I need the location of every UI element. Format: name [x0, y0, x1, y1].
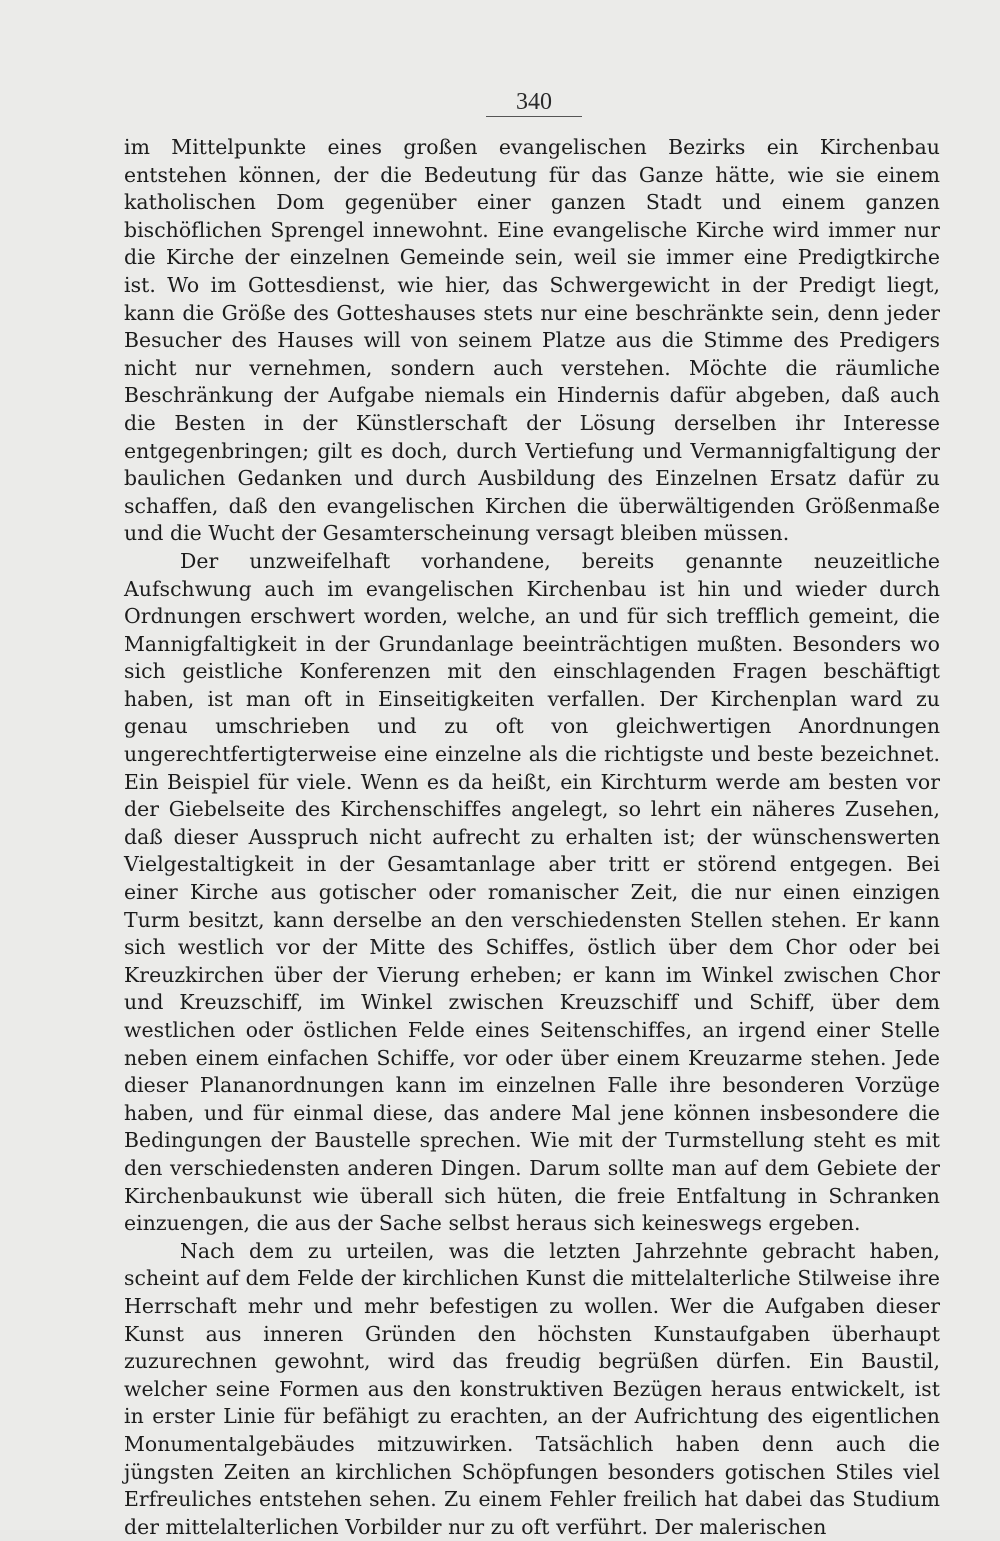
- paragraph-2: Der unzweifelhaft vorhandene, bereits genannte neuzeitliche Aufschwung auch im evangelischen Kirchenbau ist hin und wieder durch Ordnungen erschwert worden, welche, an und für sich trefflich gemeint, die Mannigfaltigkeit in der Grundanlage beeinträchtigen mußten. Besonders wo sich geistliche Konferenzen mit den einschlagenden Fragen beschäftigt haben, ist man oft in Einseitigkeiten verfallen. Der Kirchenplan ward zu genau umschrieben und zu oft von gleichwertigen Anordnungen ungerechtfertigterweise eine einzelne als die richtigste und beste bezeichnet. Ein Beispiel für viele. Wenn es da heißt, ein Kirchturm werde am besten vor der Giebelseite des Kirchenschiffes angelegt, so lehrt ein näheres Zusehen, daß dieser Ausspruch nicht aufrecht zu erhalten ist; der wünschenswerten Vielgestaltigkeit in der Gesamtanlage aber tritt er störend entgegen. Bei einer Kirche aus gotischer oder romanischer Zeit, die nur einen einzigen Turm besitzt, kann derselbe an den verschiedensten Stellen stehen. Er kann sich westlich vor der Mitte des Schiffes, östlich über dem Chor oder bei Kreuzkirchen über der Vierung erheben; er kann im Winkel zwischen Chor und Kreuzschiff, im Winkel zwischen Kreuzschiff und Schiff, über dem westlichen oder östlichen Felde eines Seitenschiffes, an irgend einer Stelle neben einem einfachen Schiffe, vor oder über einem Kreuzarme stehen. Jede dieser Plananordnungen kann im einzelnen Falle ihre besonderen Vorzüge haben, und für einmal diese, das andere Mal jene können insbesondere die Bedingungen der Baustelle sprechen. Wie mit der Turmstellung steht es mit den verschiedensten anderen Dingen. Darum sollte man auf dem Gebiete der Kirchenbaukunst wie überall sich hüten, die freie Entfaltung in Schranken einzuengen, die aus der Sache selbst heraus sich keineswegs ergeben.: [124, 548, 940, 1236]
- page-number: 340: [486, 88, 582, 117]
- paragraph-1: im Mittelpunkte eines großen evangelischen Bezirks ein Kirchenbau entstehen können, der die Bedeutung für das Ganze hätte, wie sie einem katholischen Dom gegenüber einer ganzen Stadt und einem ganzen bischöflichen Sprengel innewohnt. Eine evangelische Kirche wird immer nur die Kirche der einzelnen Gemeinde sein, weil sie immer eine Predigtkirche ist. Wo im Gottesdienst, wie hier, das Schwergewicht in der Predigt liegt, kann die Größe des Gotteshauses stets nur eine beschränkte sein, denn jeder Besucher des Hauses will von seinem Platze aus die Stimme des Predigers nicht nur vernehmen, sondern auch verstehen. Möchte die räumliche Beschränkung der Aufgabe niemals ein Hindernis dafür abgeben, daß auch die Besten in der Künstlerschaft der Lösung derselben ihr Interesse entgegenbringen; gilt es doch, durch Vertiefung und Vermannigfaltigung der baulichen Gedanken und durch Ausbildung des Einzelnen Ersatz dafür zu schaffen, daß den evangelischen Kirchen die überwältigenden Größenmaße und die Wucht der Gesamterscheinung versagt bleiben müssen.: [124, 135, 940, 546]
- paragraph-3: Nach dem zu urteilen, was die letzten Jahrzehnte gebracht haben, scheint auf dem Felde der kirchlichen Kunst die mittelalterliche Stilweise ihre Herrschaft mehr und mehr befestigen zu wollen. Wer die Aufgaben dieser Kunst aus inneren Gründen den höchsten Kunstaufgaben überhaupt zuzurechnen gewohnt, wird das freudig begrüßen dürfen. Ein Baustil, welcher seine Formen aus den konstruktiven Bezügen heraus entwickelt, ist in erster Linie für befähigt zu erachten, an der Aufrichtung des eigentlichen Monumentalgebäudes mitzuwirken. Tatsächlich haben denn auch die jüngsten Zeiten an kirchlichen Schöpfungen besonders gotischen Stiles viel Erfreuliches entstehen sehen. Zu einem Fehler freilich hat dabei das Studium der mittelalterlichen Vorbilder nur zu oft verführt. Der malerischen: [124, 1238, 940, 1539]
- body-text: [124, 134, 940, 1541]
